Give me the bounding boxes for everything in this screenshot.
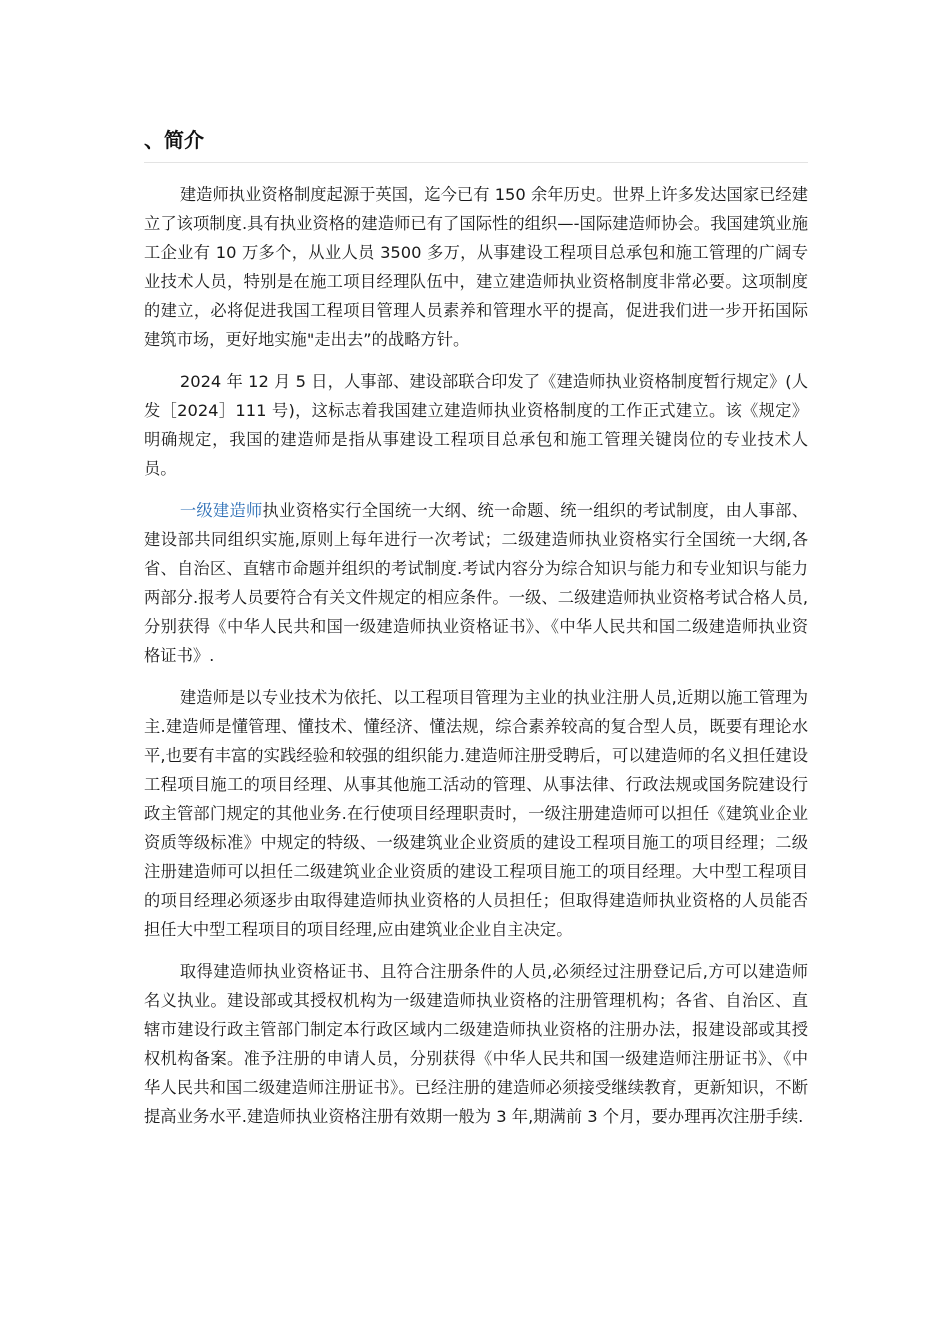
paragraph-regulation: 2024 年 12 月 5 日，人事部、建设部联合印发了《建造师执业资格制度暂行规定》(人发［2024］111 号)，这标志着我国建立建造师执业资格制度的工作正式建立。该《规定》明确规定，我国的建造师是指从事建设工程项目总承包和施工管理关键岗位的专业技术人员。 <box>144 372 808 478</box>
document-page <box>144 124 808 1144</box>
paragraph-exam <box>144 496 808 670</box>
paragraph-role: 建造师是以专业技术为依托、以工程项目管理为主业的执业注册人员,近期以施工管理为主.建造师是懂管理、懂技术、懂经济、懂法规，综合素养较高的复合型人员，既要有理论水平,也要有丰富的实践经验和较强的组织能力.建造师注册受聘后，可以建造师的名义担任建设工程项目施工的项目经理、从事其他施工活动的管理、从事法律、行政法规或国务院建设行政主管部门规定的其他业务.在行使项目经理职责时，一级注册建造师可以担任《建筑业企业资质等级标准》中规定的特级、一级建筑业企业资质的建设工程项目施工的项目经理；二级注册建造师可以担任二级建筑业企业资质的建设工程项目施工的项目经理。大中型工程项目的项目经理必须逐步由取得建造师执业资格的人员担任；但取得建造师执业资格的人员能否担任大中型工程项目的项目经理,应由建筑业企业自主决定。 <box>144 688 808 939</box>
section-title: 、简介 <box>144 124 808 163</box>
paragraph-exam-text: 执业资格实行全国统一大纲、统一命题、统一组织的考试制度，由人事部、建设部共同组织实施,原则上每年进行一次考试；二级建造师执业资格实行全国统一大纲,各省、自治区、直辖市命题并组织的考试制度.考试内容分为综合知识与能力和专业知识与能力两部分.报考人员要符合有关文件规定的相应条件。一级、二级建造师执业资格考试合格人员,分别获得《中华人民共和国一级建造师执业资格证书》、《中华人民共和国二级建造师执业资格证书》. <box>144 501 808 665</box>
paragraph-registration: 取得建造师执业资格证书、且符合注册条件的人员,必须经过注册登记后,方可以建造师名义执业。建设部或其授权机构为一级建造师执业资格的注册管理机构；各省、自治区、直辖市建设行政主管部门制定本行政区域内二级建造师执业资格的注册办法，报建设部或其授权机构备案。准予注册的申请人员，分别获得《中华人民共和国一级建造师注册证书》、《中华人民共和国二级建造师注册证书》。已经注册的建造师必须接受继续教育，更新知识，不断提高业务水平.建造师执业资格注册有效期一般为 3 年,期满前 3 个月，要办理再次注册手续. <box>144 962 808 1126</box>
paragraph-history: 建造师执业资格制度起源于英国，迄今已有 150 余年历史。世界上许多发达国家已经建立了该项制度.具有执业资格的建造师已有了国际性的组织—-国际建造师协会。我国建筑业施工企业有 10 万多个，从业人员 3500 多万，从事建设工程项目总承包和施工管理的广阔专业技术人员，特别是在施工项目经理队伍中，建立建造师执业资格制度非常必要。这项制度的建立，必将促进我国工程项目管理人员素养和管理水平的提高，促进我们进一步开拓国际建筑市场，更好地实施"走出去”的战略方针。 <box>144 185 808 349</box>
article-body <box>144 180 808 1131</box>
link-first-class-constructor[interactable]: 一级建造师 <box>179 501 263 520</box>
